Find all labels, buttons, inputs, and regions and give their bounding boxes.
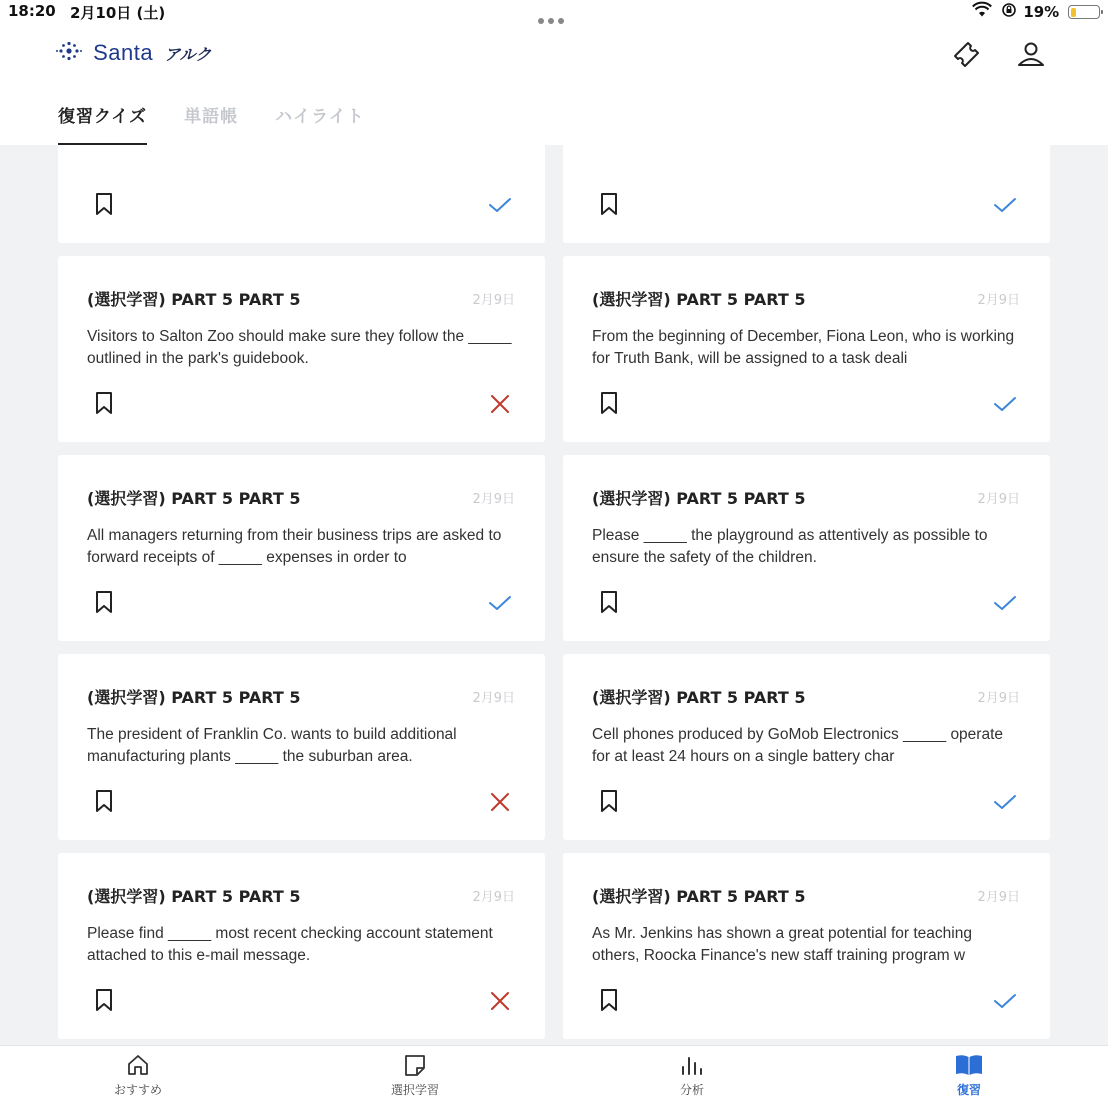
bookmark-icon[interactable] [598, 789, 620, 813]
card-date: 2月9日 [472, 492, 515, 507]
logo-sub: アルク [164, 44, 212, 64]
card-date: 2月9日 [977, 691, 1020, 706]
profile-icon[interactable] [1014, 40, 1048, 70]
tab-highlights[interactable]: ハイライト [275, 107, 365, 127]
nav-selective-study[interactable] [355, 1054, 475, 1098]
card-question-text: Cell phones produced by GoMob Electronics _____ operate for at least 24 hours on a single battery char [592, 726, 1004, 765]
card-date: 2月9日 [977, 890, 1020, 905]
status-indicators [972, 2, 1100, 22]
app-header [0, 24, 1108, 145]
tab-review-quiz[interactable]: 復習クイズ [58, 102, 147, 145]
card-title: (選択学習) PART 5 PART 5 [87, 489, 301, 508]
status-bar [0, 0, 1108, 24]
check-icon [993, 593, 1017, 613]
nav-label: 選択学習 [390, 1083, 439, 1097]
bookmark-icon[interactable] [598, 391, 620, 415]
orientation-lock-icon [1001, 2, 1017, 22]
logo-mark-icon [56, 41, 82, 65]
card-question-text: Please _____ the playground as attentively as possible to ensure the safety of the children. [592, 527, 988, 566]
card-question-text: Please find _____ most recent checking account statement attached to this e-mail message. [87, 925, 493, 964]
review-card[interactable] [563, 853, 1050, 1039]
ticket-icon[interactable] [951, 40, 985, 70]
card-question-text: As Mr. Jenkins has shown a great potential for teaching others, Roocka Finance's new staff training program w [592, 925, 972, 964]
logo-text: Santa [93, 40, 154, 65]
santa-logo [56, 40, 211, 68]
cross-icon [488, 792, 512, 812]
card-grid [58, 57, 1050, 1039]
review-card[interactable] [563, 654, 1050, 840]
bookmark-icon[interactable] [93, 192, 115, 216]
bookmark-icon[interactable] [598, 988, 620, 1012]
card-title: (選択学習) PART 5 PART 5 [87, 290, 301, 309]
card-title: (選択学習) PART 5 PART 5 [592, 688, 806, 707]
check-icon [488, 593, 512, 613]
review-card[interactable] [58, 654, 545, 840]
book-icon [955, 1054, 983, 1076]
battery-percent: 19% [1023, 3, 1060, 21]
card-date: 2月9日 [472, 293, 515, 308]
home-icon [126, 1054, 150, 1076]
nav-label: 分析 [679, 1083, 704, 1097]
check-icon [993, 195, 1017, 215]
note-icon [403, 1054, 427, 1076]
bookmark-icon[interactable] [598, 590, 620, 614]
nav-label: 復習 [956, 1083, 981, 1097]
bookmark-icon[interactable] [93, 391, 115, 415]
review-card[interactable] [563, 455, 1050, 641]
chart-icon [680, 1054, 704, 1076]
card-date: 2月9日 [472, 691, 515, 706]
review-card[interactable] [58, 853, 545, 1039]
card-title: (選択学習) PART 5 PART 5 [87, 887, 301, 906]
bottom-nav [0, 1045, 1108, 1108]
bookmark-icon[interactable] [93, 988, 115, 1012]
nav-review[interactable] [909, 1054, 1029, 1098]
wifi-icon [972, 2, 992, 22]
review-card[interactable] [563, 256, 1050, 442]
header-actions [927, 40, 1048, 74]
tab-vocabulary[interactable]: 単語帳 [184, 107, 239, 127]
card-title: (選択学習) PART 5 PART 5 [592, 887, 806, 906]
card-question-text: All managers returning from their business trips are asked to forward receipts of _____ expenses in order to [87, 527, 502, 566]
cross-icon [488, 394, 512, 414]
review-card[interactable] [58, 455, 545, 641]
tab-bar [58, 102, 397, 145]
status-date: 2月10日 (土) [70, 4, 166, 22]
card-date: 2月9日 [977, 492, 1020, 507]
cross-icon [488, 991, 512, 1011]
nav-analysis[interactable] [632, 1054, 752, 1098]
check-icon [993, 394, 1017, 414]
check-icon [993, 991, 1017, 1011]
card-date: 2月9日 [977, 293, 1020, 308]
card-title: (選択学習) PART 5 PART 5 [87, 688, 301, 707]
bookmark-icon[interactable] [93, 789, 115, 813]
review-card[interactable] [58, 256, 545, 442]
review-card-list[interactable] [0, 145, 1108, 1045]
card-title: (選択学習) PART 5 PART 5 [592, 489, 806, 508]
bookmark-icon[interactable] [598, 192, 620, 216]
card-date: 2月9日 [472, 890, 515, 905]
nav-recommend[interactable] [78, 1054, 198, 1098]
check-icon [488, 195, 512, 215]
card-title: (選択学習) PART 5 PART 5 [592, 290, 806, 309]
battery-icon [1068, 5, 1100, 19]
check-icon [993, 792, 1017, 812]
multitasking-dots-icon[interactable] [538, 10, 572, 16]
bookmark-icon[interactable] [93, 590, 115, 614]
card-question-text: The president of Franklin Co. wants to build additional manufacturing plants _____ the suburban area. [87, 726, 457, 765]
nav-label: おすすめ [113, 1083, 163, 1097]
card-question-text: Visitors to Salton Zoo should make sure they follow the _____ outlined in the park's guidebook. [87, 328, 512, 367]
status-time: 18:20 [8, 2, 56, 20]
card-question-text: From the beginning of December, Fiona Leon, who is working for Truth Bank, will be assigned to a task deali [592, 328, 1015, 367]
